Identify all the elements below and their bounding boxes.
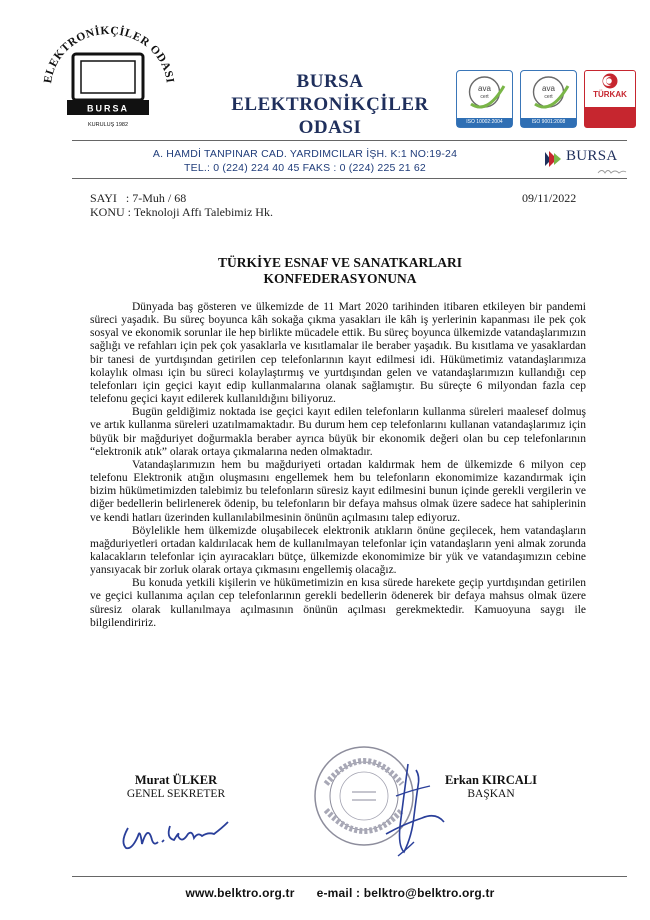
bursa-tagline-script xyxy=(597,167,627,177)
addressee-line1: TÜRKİYE ESNAF VE SANATKARLARI xyxy=(218,255,462,270)
secretary-title: GENEL SEKRETER xyxy=(126,788,226,800)
body-paragraph: Böylelikle hem ülkemizde oluşabilecek elektronik atıkların önüne geçilecek, hem vatandaşların mağduriyetleri ortadan kaldırılacak hem de kullanılmayan telefonlar için vatandaşların yeni almak zorunda kalacakların telefonlar için ayıracakları bütçe, ülkemizde ekonomimize bir yük ve vatandaşımızın cebine yansıyacak bir zorluk olarak ortaya çıkmasını engellemiş olacağız. xyxy=(90,524,586,577)
cert-seal-icon xyxy=(521,71,576,118)
addressee-line2: KONFEDERASYONUNA xyxy=(263,271,417,286)
website-link[interactable]: www.belktro.org.tr xyxy=(185,886,295,900)
president-name: Erkan KIRCALI xyxy=(444,773,538,787)
address-line: A. HAMDİ TANPINAR CAD. YARDIMCILAR İŞH. K:1 NO:19-24 xyxy=(152,148,458,160)
turkak-label: TÜRKAK xyxy=(593,90,627,99)
cert-seal-icon xyxy=(457,71,512,118)
addressee-heading xyxy=(90,255,590,287)
crescent-star-icon xyxy=(585,71,635,91)
footer-divider xyxy=(72,876,627,877)
iso-10002-cert-badge xyxy=(456,70,513,128)
logo-founded: KURULUŞ 1982 xyxy=(87,122,129,128)
bursa-brand-text: BURSA xyxy=(566,148,618,164)
president-title: BAŞKAN xyxy=(467,788,515,800)
letter-date: 09/11/2022 xyxy=(522,191,577,205)
email-link[interactable]: e-mail : belktro@belktro.org.tr xyxy=(316,886,495,900)
secretary-signature xyxy=(118,806,238,854)
president-signature xyxy=(378,756,450,862)
logo-arc-text: ELEKTRONİKÇİLER ODASI xyxy=(42,24,176,85)
reference-number: SAYI : 7-Muh / 68 xyxy=(90,191,187,205)
header-divider xyxy=(72,140,627,141)
chamber-logo xyxy=(17,14,199,130)
iso-9001-cert-badge xyxy=(520,70,577,128)
phone-fax-line: TEL.: 0 (224) 224 40 45 FAKS : 0 (224) 225 21 62 xyxy=(184,162,426,174)
svg-text:cert: cert xyxy=(544,94,553,100)
turkak-accreditation-badge xyxy=(584,70,636,128)
svg-text:ava: ava xyxy=(542,84,555,93)
svg-text:cert: cert xyxy=(480,94,489,100)
body-paragraph: Bu konuda yetkili kişilerin ve hükümetimizin en kısa sürede harekete geçip yurtdışından getirilen ve geçici kullanıma açılan cep telefonlarının gerekli bedellerin ödenerek bir defaya mahsus olmak üzere süresiz olarak kullanılmaya açılmasının önünün açılması gerekmektedir. Kamuoyuna saygı ile bilgilendiririz. xyxy=(90,577,586,629)
organization-name xyxy=(212,70,448,139)
org-name-line2: ELEKTRONİKÇİLER xyxy=(231,94,429,115)
svg-text:ava: ava xyxy=(478,84,491,93)
bursa-city-brand xyxy=(541,148,633,178)
org-name-line1: BURSA xyxy=(296,71,364,92)
cert-caption: ISO 10002:2004 xyxy=(457,118,512,127)
letter-body xyxy=(90,301,586,630)
body-paragraph: Dünyada baş gösteren ve ülkemizde de 11 Mart 2020 tarihinden itibaren etkileyen bir pandemi süreci yaşadık. Bu süreç boyunca kâh sokağa çıkma yasakları ile kâh iş yerlerinin kapanması ile pek çok sosyal ve ekonomik sorunlar ile hep birlikte mücadele ettik. Bu süreç boyunca ülkemizde vatandaşlarımızın sağlığı ve refahları için pek çok yasaklarla ve kısıtlamalar ile beraber yaşadık. Bu kısıtlama ve yasaklardan bir tanesi de yurtdışından getirilen cep telefonlarının kayıt edilmesi idi. Hükümetimiz vatandaşlarımıza kolaylık olması için bu süreci kolaylaştırmış ve yurtdışından gelen ve vatandaşlarımızın kullandığı cep telefonları için geçici kayıt edip kullanmalarına olanak sağlamıştır. Bu süreçte 6 milyondan fazla cep telefonu geçici kayıt edilerek kullanıldığını biliyoruz. xyxy=(90,301,586,406)
cert-caption: ISO 9001:2008 xyxy=(521,118,576,127)
logo-word: BURSA xyxy=(86,103,130,114)
body-paragraph: Bugün geldiğimiz noktada ise geçici kayıt edilen telefonların kullanma süreleri maalesef dolmuş ve artık kullanma süreleri uzatılmamaktadır. Bu durum hem cep telefonlarını kullanan vatandaşlarımız için büyük bir mağduriyet doğurmakla beraber ayrıca büyük bir ekonomik değeri olan bu cep telefonlarının “elektronik atık” olarak ortaya çıkmalarına neden olmaktadır. xyxy=(90,406,586,458)
footer-contact xyxy=(70,886,610,900)
secretary-name: Murat ÜLKER xyxy=(134,773,218,787)
address-divider xyxy=(72,178,627,179)
turkak-footer-band xyxy=(585,107,635,127)
org-name-line3: ODASI xyxy=(298,117,362,138)
subject-line: KONU : Teknoloji Affı Talebimiz Hk. xyxy=(90,205,273,219)
bursa-emblem-icon xyxy=(541,148,567,170)
body-paragraph: Vatandaşlarımızın hem bu mağduriyeti ortadan kaldırmak hem de ülkemizde 6 milyon cep telefonu Elektronik atığın oluşmasını engellemek hem bu telefonların ekonomimize kazandırmak için bizim hükümetimizden talebimiz bu telefonların süresiz kayıt edilmesini bunun içinde gerekli vergilerin ve diğer bedellerin belirlenerek ödenip, bu telefonların bir defaya mahsus olmak üzere sadece hat sahiplerinin ve kendi hatları üzerinden kullanılabilmesinin önünün açılmasını talep ediyoruz. xyxy=(90,458,586,524)
